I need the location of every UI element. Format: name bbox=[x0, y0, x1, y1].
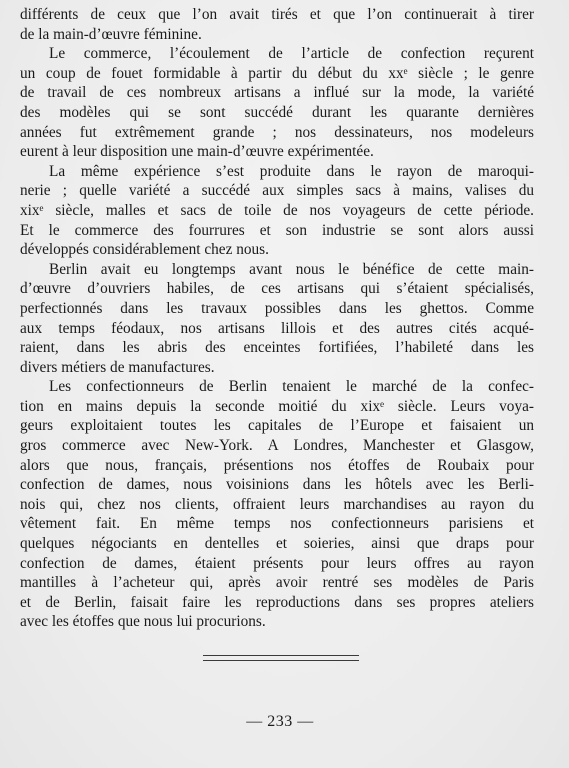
body-text bbox=[20, 5, 534, 632]
text-line: xixᵉ siècle, malles et sacs de toile de nos voyageurs de cette période. bbox=[20, 201, 534, 219]
text-line: aux temps féodaux, nos artisans lillois et des autres cités acqué- bbox=[20, 319, 534, 337]
paragraph bbox=[20, 5, 534, 44]
text-line: tion en mains depuis la seconde moitié du xixᵉ siècle. Leurs voya- bbox=[20, 397, 534, 415]
text-line: confection de dames, étaient présents pour leurs offres au rayon bbox=[20, 554, 534, 572]
text-line: perfectionnés dans les travaux possibles dans les ghettos. Comme bbox=[20, 299, 534, 317]
divider-rule bbox=[203, 655, 359, 656]
text-line: nerie ; quelle variété a succédé aux simples sacs à mains, valises du bbox=[20, 182, 534, 200]
text-line: Et le commerce des fourrures et son industrie se sont alors aussi bbox=[20, 221, 534, 239]
text-line: de la main-d’œuvre féminine. bbox=[20, 25, 202, 43]
text-line: vêtement fait. En même temps nos confectionneurs parisiens et bbox=[20, 515, 534, 533]
text-line: Berlin avait eu longtemps avant nous le bénéfice de cette main- bbox=[49, 260, 534, 278]
text-line: mantilles à l’acheteur qui, après avoir rentré ses modèles de Paris bbox=[20, 574, 534, 592]
text-line: geurs exploitaient toutes les capitales de l’Europe et faisaient un bbox=[20, 417, 534, 435]
text-line: Le commerce, l’écoulement de l’article de confection reçurent bbox=[49, 45, 534, 63]
paragraph bbox=[20, 377, 534, 632]
text-line: de travail de ces nombreux artisans a influé sur la mode, la variété bbox=[20, 84, 534, 102]
text-line: raient, dans les abris des enceintes fortifiées, l’habileté dans les bbox=[20, 339, 534, 357]
page-number: — 233 — bbox=[246, 713, 314, 730]
text-line: divers métiers de manufactures. bbox=[20, 358, 215, 376]
text-line: un coup de fouet formidable à partir du début du xxᵉ siècle ; le genre bbox=[20, 64, 534, 82]
text-line: d’œuvre d’ouvriers habiles, de ces artisans qui s’étaient spécialisés, bbox=[20, 280, 534, 298]
text-line: alors que nous, français, présentions nos étoffes de Roubaix pour bbox=[20, 456, 534, 474]
text-line: Les confectionneurs de Berlin tenaient le marché de la confec- bbox=[49, 378, 534, 396]
text-line: avec les étoffes que nous lui procurions. bbox=[20, 613, 266, 631]
paragraph bbox=[20, 44, 534, 162]
text-line: eurent à leur disposition une main-d’œuvre expérimentée. bbox=[20, 143, 374, 161]
text-line: La même expérience s’est produite dans le rayon de maroqui- bbox=[49, 162, 534, 180]
text-line: quelques négociants en dentelles et soieries, ainsi que draps pour bbox=[20, 535, 534, 553]
text-line: gros commerce avec New-York. A Londres, Manchester et Glasgow, bbox=[20, 437, 534, 455]
text-line: des modèles qui se sont succédé durant les quarante dernières bbox=[20, 103, 534, 121]
text-line: et de Berlin, faisait faire les reproductions dans ses propres ateliers bbox=[20, 593, 534, 611]
paragraph bbox=[20, 162, 534, 260]
paragraph bbox=[20, 260, 534, 378]
text-line: différents de ceux que l’on avait tirés et que l’on continuerait à tirer bbox=[20, 6, 534, 23]
text-line: années fut extrêmement grande ; nos dessinateurs, nos modeleurs bbox=[20, 123, 534, 141]
text-line: confection de dames, nous voisinions dans les hôtels avec les Berli- bbox=[20, 476, 534, 494]
text-line: développés considérablement chez nous. bbox=[20, 241, 269, 259]
text-line: nois qui, chez nos clients, offraient leurs marchandises au rayon du bbox=[20, 495, 534, 513]
divider-rule bbox=[203, 660, 359, 661]
